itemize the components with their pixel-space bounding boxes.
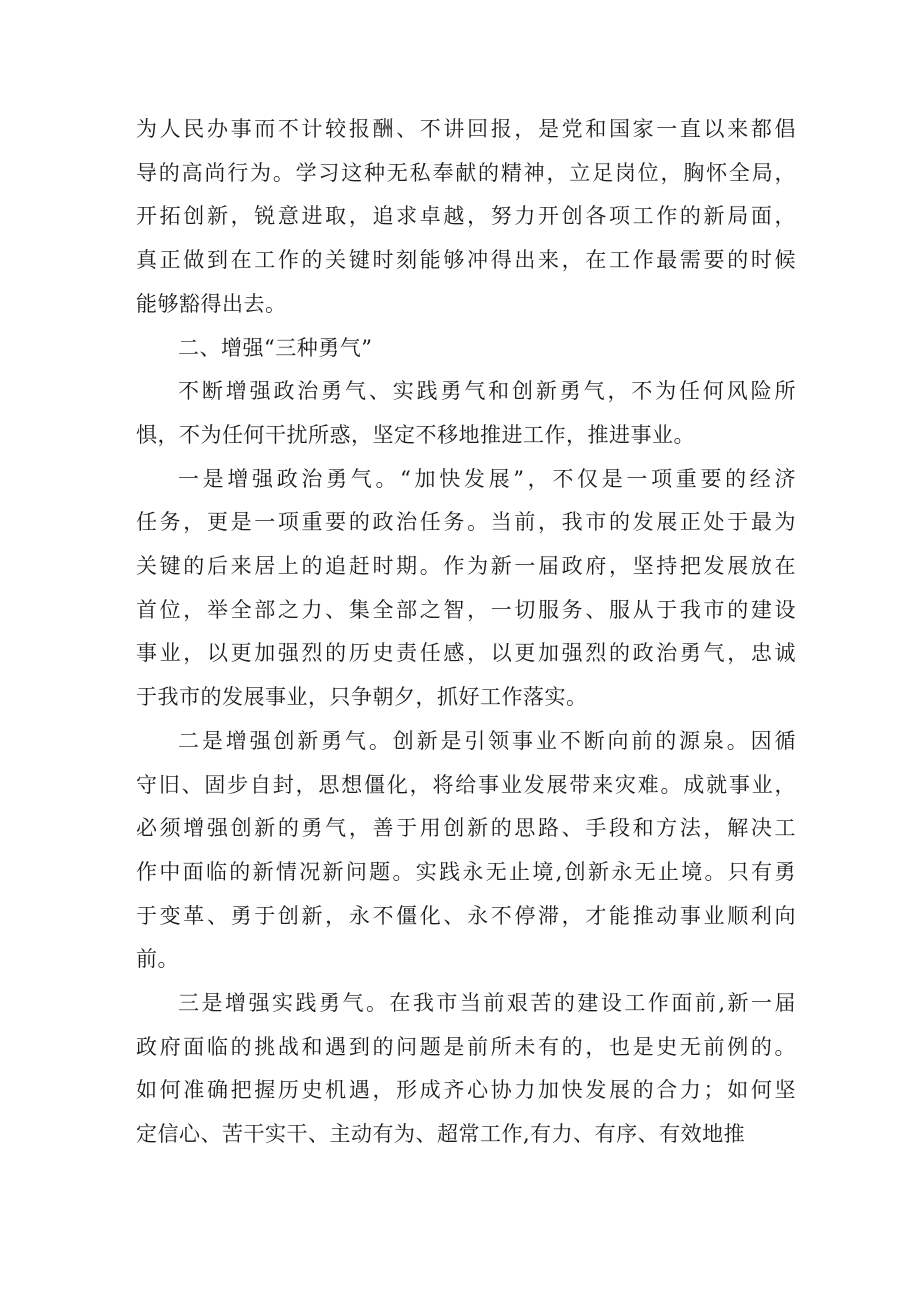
- text-line: 惧，不为任何干扰所惑，坚定不移地推进工作，推进事业。: [136, 422, 695, 447]
- text-line: 能够豁得出去。: [136, 291, 287, 316]
- text-line: 必须增强创新的勇气，善于用创新的思路、手段和方法，解决工: [136, 816, 796, 841]
- text-line: 事业，以更加强烈的历史责任感，以更加强烈的政治勇气，忠诚: [136, 641, 796, 666]
- text-line: 关键的后来居上的追赶时期。作为新一届政府，坚持把发展放在: [136, 554, 796, 579]
- text-line: 首位，举全部之力、集全部之智，一切服务、服从于我市的建设: [136, 597, 796, 622]
- text-line: 于变革、勇于创新，永不僵化、永不停滞，才能推动事业顺利向: [136, 903, 796, 928]
- text-line: 导的高尚行为。学习这种无私奉献的精神，立足岗位，胸怀全局，: [136, 160, 796, 185]
- text-line: 于我市的发展事业，只争朝夕，抓好工作落实。: [136, 685, 588, 710]
- text-line: 二是增强创新勇气。创新是引领事业不断向前的源泉。因循: [178, 728, 796, 753]
- text-line: 开拓创新，锐意进取，追求卓越，努力开创各项工作的新局面，: [136, 204, 796, 229]
- paragraph-p4: [136, 458, 796, 720]
- text-line: 作中面临的新情况新问题。实践永无止境,创新永无止境。只有勇: [136, 859, 796, 884]
- text-line: 任务，更是一项重要的政治任务。当前，我市的发展正处于最为: [136, 510, 796, 535]
- text-line: 三是增强实践勇气。在我市当前艰苦的建设工作面前,新一届: [178, 991, 796, 1016]
- text-line: 一是增强政治勇气。“加快发展”，不仅是一项重要的经济: [178, 466, 796, 491]
- paragraph-p3: [136, 370, 796, 457]
- text-line: 二、增强“三种勇气”: [178, 335, 373, 360]
- text-line: 为人民办事而不计较报酬、不讲回报，是党和国家一直以来都倡: [136, 117, 796, 141]
- text-line: 守旧、固步自封，思想僵化，将给事业发展带来灾难。成就事业，: [136, 772, 796, 797]
- text-line: 真正做到在工作的关键时刻能够冲得出来，在工作最需要的时候: [136, 248, 796, 273]
- text-line: 政府面临的挑战和遇到的问题是前所未有的，也是史无前例的。: [136, 1034, 796, 1059]
- body-text: [136, 108, 796, 1157]
- paragraph-p1: [136, 108, 796, 327]
- text-line: 定信心、苦干实干、主动有为、超常工作,有力、有序、有效地推: [136, 1122, 746, 1147]
- paragraph-p2: [136, 327, 796, 371]
- text-line: 前。: [136, 947, 179, 972]
- paragraph-p6: [136, 982, 796, 1157]
- text-line: 如何准确把握历史机遇，形成齐心协力加快发展的合力；如何坚: [136, 1078, 796, 1103]
- text-line: 不断增强政治勇气、实践勇气和创新勇气，不为任何风险所: [178, 379, 796, 404]
- paragraph-p5: [136, 720, 796, 982]
